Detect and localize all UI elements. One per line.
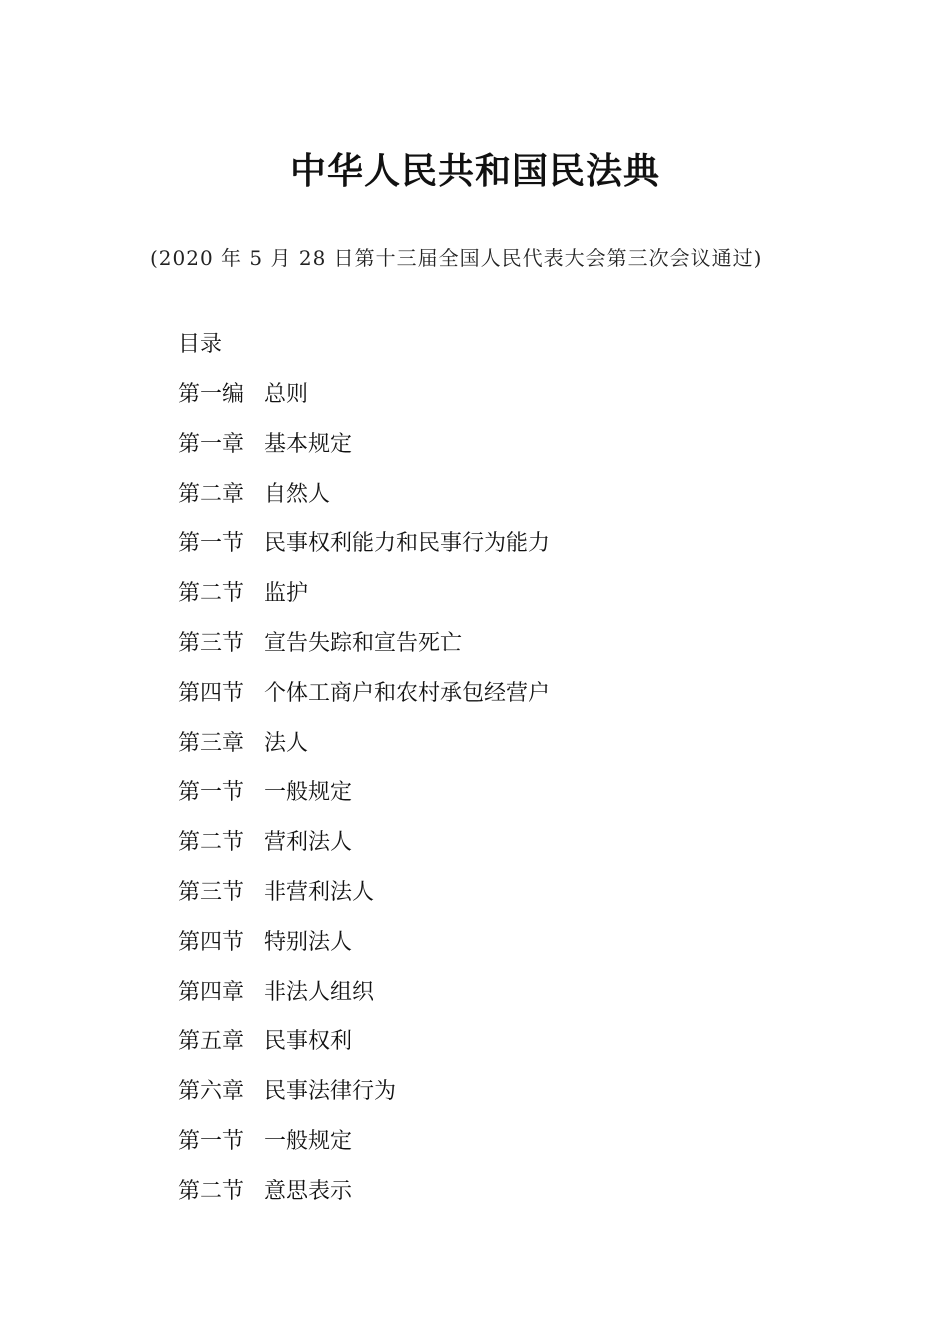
toc-item-number: 第一节 — [178, 1128, 245, 1154]
toc-item-title: 特别法人 — [264, 929, 353, 955]
toc-item — [178, 480, 550, 530]
toc-item-number: 第二节 — [178, 581, 245, 607]
toc-item-title: 民事权利 — [264, 1029, 353, 1055]
toc-item — [178, 579, 550, 629]
toc-item-number: 第五章 — [178, 1029, 245, 1055]
toc-item — [178, 1177, 550, 1227]
toc-item-title: 非营利法人 — [264, 879, 375, 905]
toc-item-number: 第四节 — [178, 680, 245, 706]
toc-item-number: 第二节 — [178, 1178, 245, 1204]
toc-item — [178, 1027, 550, 1077]
toc-item-number: 第四节 — [178, 929, 245, 955]
toc-item-number: 第一章 — [178, 431, 245, 457]
toc-item-number: 第三节 — [178, 879, 245, 905]
toc-item-number: 第一节 — [178, 531, 245, 557]
toc-item-title: 非法人组织 — [264, 979, 375, 1005]
toc-item — [178, 828, 550, 878]
toc-item — [178, 778, 550, 828]
toc-item-number: 第二章 — [178, 481, 245, 507]
toc-item — [178, 1127, 550, 1177]
toc-item-title: 民事法律行为 — [264, 1079, 397, 1105]
toc-item-title: 意思表示 — [264, 1178, 353, 1204]
toc-heading: 目录 — [178, 332, 223, 357]
toc-item-number: 第一编 — [178, 382, 245, 407]
toc-item — [178, 629, 550, 679]
toc-item-title: 一般规定 — [264, 1128, 353, 1154]
toc-item-title: 法人 — [264, 730, 309, 756]
toc-item-title: 营利法人 — [264, 830, 353, 856]
toc-item-number: 第四章 — [178, 979, 245, 1005]
toc-item — [178, 928, 550, 978]
toc-item-title: 个体工商户和农村承包经营户 — [264, 680, 551, 706]
toc-item — [178, 978, 550, 1028]
toc-item — [178, 529, 550, 579]
toc-item-title: 一般规定 — [264, 780, 353, 806]
toc-item-number: 第六章 — [178, 1079, 245, 1105]
toc-item — [178, 1077, 550, 1127]
toc-item-title: 民事权利能力和民事行为能力 — [264, 531, 551, 557]
toc-item-number: 第二节 — [178, 830, 245, 856]
page-title: 中华人民共和国民法典 — [289, 151, 660, 192]
toc-item — [178, 679, 550, 729]
toc-item — [178, 430, 550, 480]
toc-item-title: 总则 — [264, 382, 309, 407]
toc-item-title: 自然人 — [264, 481, 331, 507]
toc-item-title: 基本规定 — [264, 431, 353, 457]
toc-item — [178, 878, 550, 928]
toc-item-number: 第三节 — [178, 630, 245, 656]
toc-item — [178, 729, 550, 779]
adoption-note: (2020 年 5 月 28 日第十三届全国人民代表大会第三次会议通过) — [150, 246, 763, 270]
toc-item-number: 第一节 — [178, 780, 245, 806]
toc-item-title: 宣告失踪和宣告死亡 — [264, 630, 463, 656]
toc-item-title: 监护 — [264, 581, 309, 607]
table-of-contents — [178, 380, 550, 1227]
toc-item — [178, 380, 550, 430]
toc-item-number: 第三章 — [178, 730, 245, 756]
